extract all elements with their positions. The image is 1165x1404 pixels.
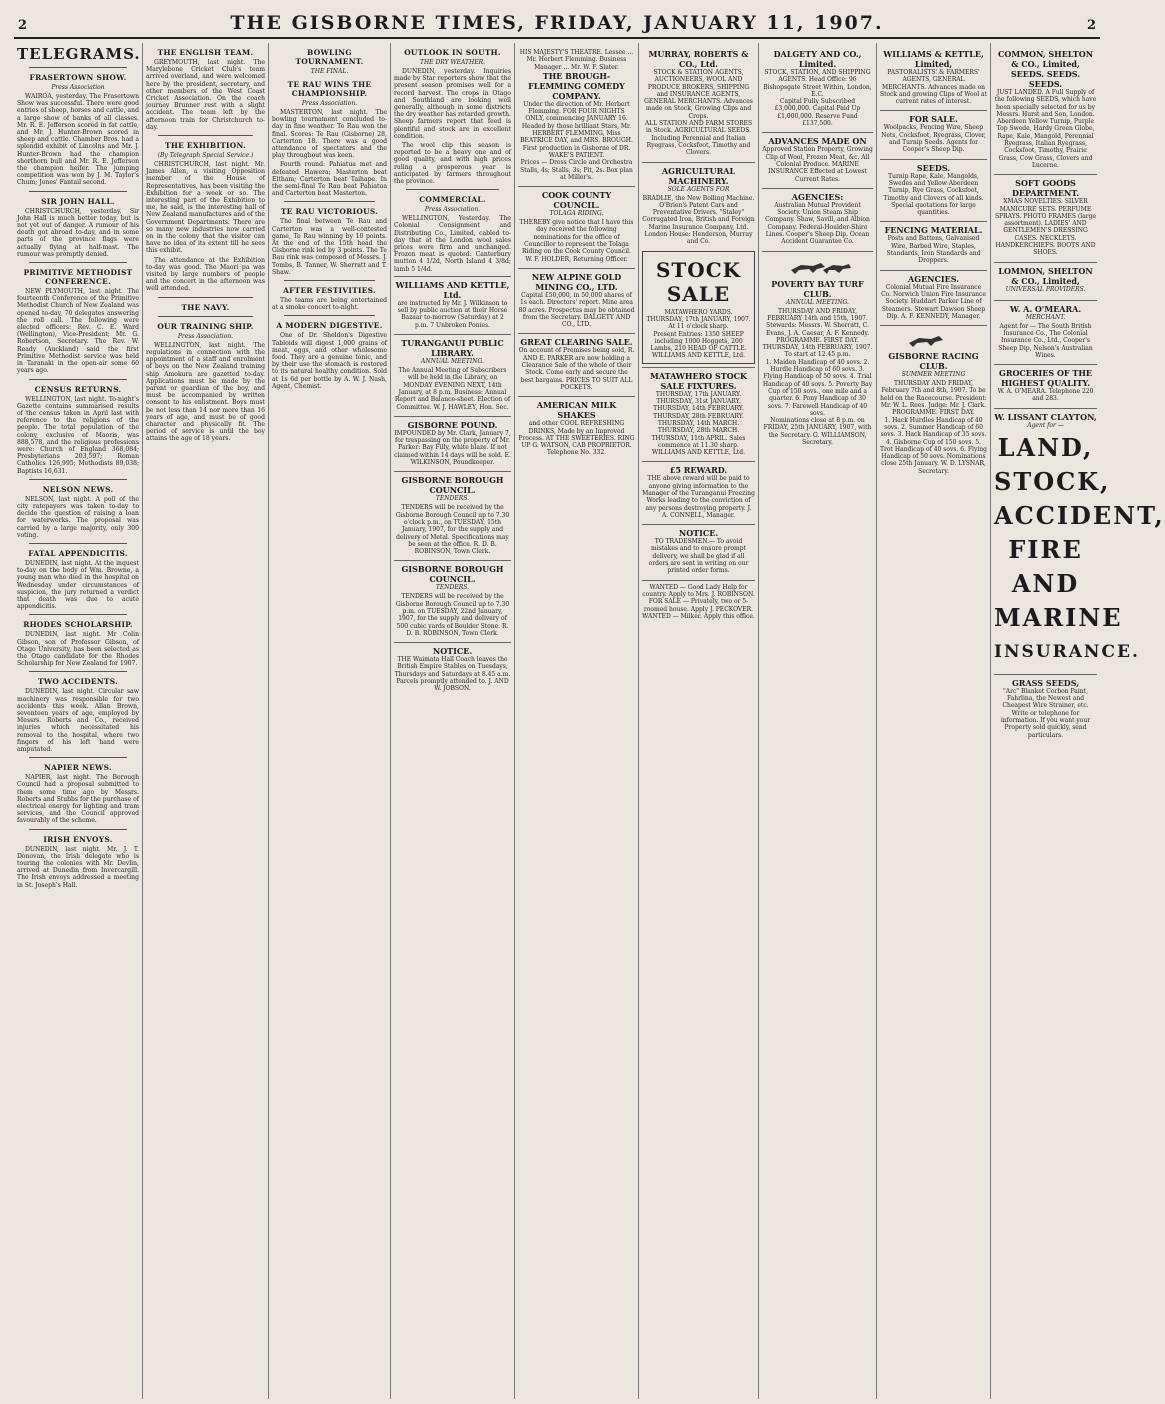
- ad-body: Prices — Dress Circle and Orchestra Stalls, 4s; Stalls, 3s; Pit, 2s. Box plan at Miller's.: [520, 159, 633, 181]
- ad-heading: GREAT CLEARING SALE.: [520, 337, 633, 348]
- advertisement: [880, 46, 987, 107]
- article-body: CHRISTCHURCH, last night. Mr. James Allen, a visiting Opposition member of the House of Representatives, has been visiting the Exhibition for a week or so. The interesting part of the Exhibition to me, he said, is the interesting hall of New Zealand manufactures and of the Government Departments. There are so many new industries now carried on in the colony that the visitor can have no idea of its extent till he sees this exhibit.: [146, 161, 265, 255]
- advertisement: [518, 396, 635, 458]
- ad-body: Turnip Rape, Kale, Mangolds, Swedes and Yellow Aberdeen Turnip, Rye Grass, Cocksfoot, Timothy and Clovers of all kinds. Special quotations for large quantities.: [883, 172, 984, 217]
- ad-subheading: ANNUAL MEETING.: [421, 358, 484, 366]
- ad-heading: DALGETY AND CO., Limited.: [773, 49, 862, 69]
- ad-heading: GROCERIES OF THE HIGHEST QUALITY.: [998, 368, 1092, 389]
- article-headline: TE RAU WINS THE CHAMPIONSHIP.: [287, 80, 372, 98]
- ad-body: Capital Fully Subscribed £3,000,000. Capital Paid Up £1,000,000. Reserve Fund £137,500.: [774, 98, 861, 128]
- ad-heading: POVERTY BAY TURF CLUB.: [771, 278, 864, 299]
- article-source: Press Association.: [177, 332, 234, 340]
- advertisement: [642, 46, 755, 159]
- advertisement: [762, 188, 873, 248]
- advertisement: [394, 471, 511, 557]
- article-body: WELLINGTON, last night. The regulations in connection with the appointment of a staff and enrolment of boys on the New Zealand training ship Amokura are gazetted to-day. Applications must be made by the parent or guardian of the boy, and must be accompanied by written consent to his enlistment. Boys must be not less than 14 nor more than 16 years of age, and must be of good character and physically fit. The period of service is until the boy attains the age of 18 years.: [146, 341, 265, 443]
- article-source: Press Association.: [301, 100, 358, 107]
- article-body: The attendance at the Exhibition to-day was good. The Maori pa was visited by large numbers of people and the concert in the afternoon was well attended.: [146, 256, 265, 293]
- ad-heading: AGENCIES:: [791, 191, 844, 202]
- advertisement: [394, 276, 511, 331]
- article-body: NAPIER, last night. The Borough Council had a proposal submitted to them some time ago by Messrs. Roberts and Stubbs for the purchase of electrical energy for lighting and tram services, and the Council approved favourably of the scheme.: [17, 774, 139, 825]
- ad-body: Aberdeen Yellow Turnip, Purple Top Swede, Hardy Green Globe, Rape, Kale, Mangold, Perennial Ryegrass, Italian Ryegrass, Cocksfoot, Timothy, Prairie Grass, Cow Grass, Clovers and Lucerne.: [996, 118, 1095, 169]
- ad-body: 1. Maiden Handicap of 40 sovs. 2. Hurdle Handicap of 60 sovs. 3. Flying Handicap of 50 sovs. 4. Trial Handicap of 40 sovs. 5. Poverty Bay Cup of 150 sovs., one mile and a quarter. 6. Pony Handicap of 30 sovs. 7. Farewell Handicap of 40 sovs.: [762, 358, 873, 417]
- ad-heading: W. LISSANT CLAYTON,: [994, 411, 1097, 422]
- ad-body: THURSDAY AND FRIDAY, February 7th and 8th, 1907. To be held on the Racecourse. President: Mr. W. L. Rees. Judge: Mr. J. Clark. PROGRAMME. FIRST DAY.: [880, 380, 987, 417]
- ad-body: The Annual Meeting of Subscribers will be held in the Library, on MONDAY EVENING NEXT, 14th January, at 8 p.m. Business: Annual Report and Balance-sheet. Election of Committee. W. J. HAWLEY, Hon. Sec.: [394, 367, 511, 411]
- ad-subheading: TENDERS.: [435, 584, 470, 592]
- ad-body: "Arc" Blanket Corbon Paint, Fahrlina, the Newest and Cheapest Wire Strainer, etc. Write or telephone for information. If you want your Property sold quickly, send particulars.: [1000, 687, 1091, 739]
- article-source: Press Association.: [424, 206, 481, 214]
- article-subhead: THE DRY WEATHER.: [419, 59, 486, 66]
- ad-body: Woolpacks, Fencing Wire, Sheep Nets, Cocksfoot, Ryegrass, Clover, and Turnip Seeds. Agents for Cooper's Sheep Dip.: [881, 124, 986, 154]
- article-headline: CENSUS RETURNS.: [34, 384, 122, 394]
- ad-subheading: ANNUAL MEETING.: [786, 298, 849, 306]
- advertisement: [394, 560, 511, 639]
- advertisement: [880, 221, 987, 266]
- article-body: DUNEDIN, yesterday. Inquiries made by Star reporters show that the present season promises well for a record harvest. The crops in Otago and Southland are looking well generally, although in some districts the dry weather has retarded growth. Sheep farmers report that feed is plentiful and stock are in excellent condition.: [394, 68, 511, 140]
- ad-heading: AGENCIES.: [908, 273, 959, 284]
- article-headline: BOWLING TOURNAMENT.: [295, 48, 364, 66]
- ad-heading: MATAWHERO STOCK SALE FIXTURES.: [649, 370, 747, 391]
- advertisement: [994, 674, 1097, 741]
- article-headline: OUR TRAINING SHIP.: [157, 321, 254, 331]
- ad-subheading: SUMMER MEETING: [901, 371, 966, 379]
- advertisement: [762, 132, 873, 184]
- ad-heading: NOTICE.: [432, 646, 473, 657]
- ad-body: Australian Mutual Provident Society. Union Steam Ship Company. Shaw, Savill, and Albion Company. Federal-Houlder-Shire Lines. Cooper's Sheep Dip. Ocean Accident Guarantee Co.: [765, 201, 870, 246]
- horse-race-icon: [783, 258, 853, 276]
- article-headline: A MODERN DIGESTIVE.: [276, 321, 383, 331]
- column-ads-7: [758, 43, 876, 1399]
- ad-body: TENDERS will be received by the Gisborne Borough Council up to 7.30 p.m. on TUESDAY, 22nd January, 1907, for the supply and delivery of 500 cubic yards of Boulder Stone. R. D. B. ROBINSON, Town Clerk.: [395, 593, 510, 637]
- ad-body: Approved Station Property, Growing Clip of Wool, Frozen Meat, &c. All Colonial Produce. MARINE INSURANCE Effected at Lowest Current Rates.: [762, 146, 873, 183]
- ad-heading: AMERICAN MILK SHAKES: [536, 400, 617, 421]
- ad-body: THE above reward will be paid to anyone giving information to the Manager of the Turanganui Freezing Works leading to the conviction of any persons destroying property. J. A. CONNELL, Manager.: [642, 475, 755, 519]
- insurance-line: MARINE: [994, 602, 1123, 632]
- ad-heading: COOK COUNTY COUNCIL.: [541, 190, 612, 211]
- insurance-line: INSURANCE.: [994, 641, 1140, 662]
- article-body: DUNEDIN, last night. At the inquest to-day on the body of Wm. Browne, a young man who died in the hospital on Wednesday under circumstances of suspicion, the jury returned a verdict that death was due to acute appendicitis.: [17, 559, 139, 611]
- column-news-3: [268, 43, 390, 1399]
- article-body: Fourth round: Pahiatua met and defeated Hawera; Masterton beat Eltham; Carterton beat Taihape. In the semi-final Te Rau beat Pahiatua and Carterton beat Masterton.: [272, 161, 387, 198]
- column-ads-6: [638, 43, 758, 1399]
- ad-heading: FOR SALE.: [909, 114, 958, 125]
- ad-heading: SEEDS.: [916, 162, 951, 173]
- advertisement: [994, 262, 1097, 297]
- ad-heading: LOMMON, SHELTON & CO., Limited,: [998, 265, 1093, 286]
- insurance-line: LAND,: [997, 432, 1094, 462]
- article-headline: OUTLOOK IN SOUTH.: [404, 48, 501, 57]
- ad-subheading: SOLE AGENTS FOR: [667, 185, 730, 193]
- article-headline: NELSON NEWS.: [42, 484, 114, 494]
- ad-body: HIS MAJESTY'S THEATRE. Lessee ... Mr. Herbert Flemming. Business Manager ... Mr. W. F. Slater.: [519, 49, 634, 71]
- article-body: WELLINGTON, last night. To-night's Gazette contains summarised results of the census taken in April last with reference to the religions of the people. The total population of the colony, exclusive of Maoris, was 888,578, and the religious professions were: Church of England 368,084; Presbyterians 203,597; Roman Catholics 126,995; Methodists 89,038; Baptists 16,631.: [17, 395, 139, 475]
- advertisement: [994, 46, 1097, 171]
- advertisement: [994, 300, 1097, 361]
- article-headline: RHODES SCHOLARSHIP.: [23, 620, 133, 630]
- ad-heading: GISBORNE BOROUGH COUNCIL.: [401, 475, 504, 496]
- ad-body: Present Entries: 1350 SHEEP including 1000 Hoggets, 200 Lambs, 210 HEAD OF CATTLE. WILLIAMS AND KETTLE, Ltd.: [650, 330, 747, 360]
- ad-heading: WILLIAMS AND KETTLE, Ltd.: [395, 279, 510, 300]
- ad-body: THEREBY give notice that I have this day received the following nominations for the office of Councillor to represent the Tolaga Riding on the Cook County Council. W. F. HOLDER, Returning Officer.: [519, 219, 634, 263]
- article-body: DUNEDIN, last night. Mr Colin Gibson, son of Professor Gibson, of Otago University, has been selected as the Otago candidate for the Rhodes Scholarship for New Zealand for 1907.: [17, 631, 139, 668]
- columns: [14, 43, 1165, 1403]
- article-headline: FATAL APPENDICITIS.: [28, 548, 128, 558]
- article-body: DUNEDIN, last night. Circular saw machinery was responsible for two accidents this week. Allan Brown, seventeen years of age, employed by Messrs. Roberts and Co., received injuries which necessitated his removal to the hospital, where two fingers of his left hand were amputated.: [17, 688, 139, 754]
- ad-body: Under the direction of Mr. Herbert Flemming. FOR FOUR NIGHTS ONLY, commencing JANUARY 16. Headed by those brilliant Stars, Mr. HERBERT FLEMMING, Miss BEATRICE DAY, and MRS. BROUGH. First production in Gisborne of DR. WAKE'S PATIENT.: [520, 100, 633, 159]
- advertisement: [394, 334, 511, 413]
- advertisement: [518, 268, 635, 330]
- ad-body: ALL STATION AND FARM STORES in Stock. AGRICULTURAL SEEDS. Including Perennial and Italian Ryegrass, Cocksfoot, Timothy and Clovers.: [644, 120, 753, 157]
- article-body: DUNEDIN, last night. Mr. J. T. Donovan, the Irish delegate who is touring the colonies with Mr. Devlin, arrived at Dunedin from Invercargill. The Irish envoys addressed a meeting in St. Joseph's Hall.: [17, 845, 139, 889]
- advertisement: [642, 367, 755, 459]
- advertisement-insurance: [994, 408, 1165, 671]
- article-source: (By Telegraph Special Service.): [157, 152, 254, 160]
- ad-body: TO TRADESMEN.— To avoid mistakes and to ensure prompt delivery, we shall be glad if all orders are sent in writing on our printed order forms.: [648, 538, 749, 575]
- ad-heading: ADVANCES MADE ON: [768, 136, 867, 147]
- ad-subheading: UNIVERSAL PROVIDERS.: [1005, 285, 1086, 293]
- article-headline: PRIMITIVE METHODIST CONFERENCE.: [23, 268, 133, 287]
- ad-heading-large: STOCK SALE: [655, 257, 742, 306]
- ad-body: Capital £50,000, in 50,000 shares of 1s each. Directors' report. Mine area 80 acres. Prospectus may be obtained from the Secretary. DALGETY AND CO., LTD.: [518, 291, 635, 329]
- ad-subheading: MATAWHERO YARDS. THURSDAY, 17th JANUARY, 1907. At 11 o'clock sharp.: [646, 308, 751, 331]
- advertisement: [762, 46, 873, 129]
- article-headline: THE ENGLISH TEAM.: [157, 48, 254, 57]
- article-headline: NAPIER NEWS.: [44, 763, 112, 773]
- article-body: The final between Te Rau and Carterton was a well-contested game, Te Rau winning by 10 points. At the end of the 15th head the Gisborne rink led by 3 points. The Te Rau rink was composed of Messrs. J. Tombs, B. Tanner, W. Sherratt and T. Shaw.: [272, 218, 387, 276]
- ad-heading: THE BROUGH-FLEMMING COMEDY COMPANY.: [528, 70, 625, 101]
- advertisement: [518, 186, 635, 265]
- ad-heading: GRASS SEEDS,: [1011, 677, 1080, 688]
- ad-heading: COMMON, SHELTON & CO., Limited,: [997, 49, 1094, 69]
- ad-heading: SEEDS. SEEDS. SEEDS.: [1010, 69, 1081, 89]
- article-body: NEW PLYMOUTH, last night. The fourteenth Conference of the Primitive Methodist Church of New Zealand was opened to-day, 70 delegates answering the roll call. The following were elected officers: Rev. C. E. Ward (Wellington), Vice-President; Mr. G. Robertson, Secretary. The Rev. W. Ready (Auckland) said the first Primitive Methodist service was held in Taranaki in the open-air some 60 years ago.: [17, 288, 139, 375]
- ad-heading: FENCING MATERIAL.: [884, 225, 983, 236]
- ad-body: TENDERS will be received by the Gisborne Borough Council up to 7.30 o'clock p.m., on TUESDAY, 15th January, 1907, for the supply and delivery of Metal. Specifications may be seen at the office. R. D. B. ROBINSON, Town Clerk.: [395, 504, 510, 556]
- insurance-line: ACCIDENT,: [994, 500, 1165, 530]
- article-headline: AFTER FESTIVITIES.: [283, 286, 376, 296]
- article-body: NELSON, last night. A poll of the city ratepayers was taken to-day to decide the question of raising a loan for waterworks. The proposal was carried by a large majority, only 300 voting.: [17, 495, 139, 539]
- column-ads-5: [514, 43, 638, 1399]
- article-headline: TE RAU VICTORIOUS.: [280, 207, 379, 217]
- advertisement: [642, 461, 755, 521]
- advertisement-theatre: [518, 46, 635, 183]
- ad-body: STOCK & STATION AGENTS, AUCTIONEERS, WOOL AND PRODUCE BROKERS, SHIPPING and INSURANCE AGENTS, GENERAL MERCHANTS. Advances made on Stock, Growing Clips and Crops.: [644, 69, 753, 120]
- masthead-title: THE GISBORNE TIMES, FRIDAY, JANUARY 11, 1907.: [230, 12, 884, 34]
- horse-race-icon: [899, 332, 969, 348]
- article-headline: TWO ACCIDENTS.: [38, 677, 118, 687]
- ad-subheading: TOLAGA RIDING.: [549, 210, 604, 218]
- ad-heading: MURRAY, ROBERTS & CO., Ltd.: [648, 49, 749, 69]
- ad-body: WANTED — Good Lady Help for country. Apply to Mrs. J. ROBINSON. FOR SALE — Privately, two or 5-roomed house. Apply J. PECKOVER. WANTED — Milker. Apply this office.: [642, 583, 755, 620]
- article-headline: COMMERCIAL.: [419, 195, 486, 205]
- column-news-4: [390, 43, 514, 1399]
- column-ads-9: [990, 43, 1165, 1399]
- column-news-2: [142, 43, 268, 1399]
- ad-body: Posts and Battens, Galvanised Wire, Barbed Wire, Staples, Standards, Iron Standards and Droppers.: [886, 235, 981, 265]
- ad-body: STOCK, STATION, AND SHIPPING AGENTS. Head Office: 96 Bishopsgate Street Within, London, E.C.: [763, 69, 872, 98]
- advertisement: [518, 333, 635, 393]
- advertisement: [994, 174, 1097, 258]
- ad-body: THURSDAY, 17th JANUARY. THURSDAY, 31st JANUARY. THURSDAY, 14th FEBRUARY. THURSDAY, 28th FEBRUARY. THURSDAY, 14th MARCH. THURSDAY, 28th MARCH. THURSDAY, 11th APRIL. Sales commence at 11.30 sharp. WILLIAMS AND KETTLE, Ltd.: [651, 390, 746, 457]
- advertisement: [642, 580, 755, 622]
- ad-heading: NOTICE.: [678, 528, 719, 539]
- ad-heading: GISBORNE POUND.: [407, 419, 498, 430]
- ad-heading: TURANGANUI PUBLIC LIBRARY.: [401, 338, 504, 359]
- article-body: WELLINGTON, Yesterday. The Colonial Consignment and Distributing Co., Limited, cabled to-day that at the London wool sales prices were firm and unchanged. Frozen meat is quoted: Canterbury mutton 4 1/2d, North Island 4 3/8d; lamb 5 1/4d.: [394, 215, 511, 273]
- ad-body: 1. Hack Hurdles Handicap of 40 sovs. 2. Summer Handicap of 60 sovs. 3. Hack Handicap of 35 sovs. 4. Gisborne Cup of 150 sovs. 5. Trot Handicap of 40 sovs. 6. Flying Handicap of 50 sovs. Nominations close 25th January. W. D. LYSNAR, Secretary.: [880, 416, 987, 475]
- advertisement: [880, 110, 987, 155]
- article-subhead: THE FINAL.: [310, 68, 349, 75]
- ad-body: Agent for — The South British Insurance Co., The Colonial Insurance Co., Ltd., Cooper's Sheep Dip, Nelson's Australian Wines.: [998, 322, 1093, 359]
- ad-body: and other COOL REFRESHING DRINKS, Made by an Improved Process. AT THE SWEETERIES. RING UP G. WATSON, CAB PROPRIETOR. Telephone No. 332.: [518, 420, 635, 457]
- article-body: The wool clip this season is reported to be a heavy one and of good quality, and with high prices ruling a prosperous year is anticipated by farmers throughout the province.: [394, 142, 511, 186]
- advertisement: [394, 642, 511, 694]
- column-ads-8: [876, 43, 990, 1399]
- advertisement: [880, 270, 987, 322]
- ad-body: IMPOUNDED by Mr. Clark, January 7, for trespassing on the property of Mr. Parker: Bay Filly, white blaze. If not claimed within 14 days will be sold. E. WILKINSON, Poundkeeper.: [394, 429, 511, 467]
- page-number-right: 2: [1086, 18, 1096, 33]
- advertisement: [880, 159, 987, 219]
- advertisement: [994, 364, 1097, 405]
- advertisement-stock-sale: [642, 251, 755, 364]
- ad-subheading: Agent for —: [1027, 421, 1064, 429]
- article-body: The teams are being entertained at a smoke concert to-night.: [272, 297, 387, 312]
- ad-body: JUST LANDED. A Full Supply of the following SEEDS, which have been specially selected for us by Messrs. Hurst and Son, London.: [994, 89, 1097, 118]
- ad-heading: WILLIAMS & KETTLE, Limited,: [883, 49, 984, 69]
- ad-heading: £5 REWARD.: [669, 465, 728, 476]
- article-headline: THE EXHIBITION.: [165, 141, 246, 151]
- ad-heading: SOFT GOODS DEPARTMENT.: [1011, 178, 1080, 199]
- masthead: [14, 12, 1100, 39]
- ad-body: BRADLIE, the New Bolling Machine. O'Brien's Patent Cars and Preventative Drivers. "Staley" Corrugated Iron, British and Foreign Marine Insurance Company, Ltd. London House: Henderson, Murray and Co.: [642, 194, 755, 246]
- ad-body: XMAS NOVELTIES. SILVER MANICURE SETS. PERFUME SPRAYS. PHOTO FRAMES (large assortment). LADIES' AND GENTLEMEN'S DRESSING CASES. NECKLETS. HANDKERCHIEFS. BOOTS AND SHOES.: [994, 198, 1097, 257]
- article-body: CHRISTCHURCH, yesterday. Sir John Hall is much better today, but is not yet out of danger. A rumour of his death got abroad to-day, and in some parts of the province flags were actually flying at half-mast. The rumour was promptly denied.: [17, 207, 139, 258]
- ad-subheading: TENDERS.: [435, 495, 470, 503]
- ad-body: Nominations close at 8 p.m. on FRIDAY, 25th JANUARY, 1907, with the Secretary. G. WILLIAMSON, Secretary.: [763, 417, 872, 446]
- article-headline: THE NAVY.: [181, 302, 230, 312]
- insurance-line: STOCK,: [994, 466, 1111, 496]
- ad-body: THE Waimata Hall Coach leaves the British Empire Stables on Tuesdays, Thursdays and Saturdays at 8.45 a.m. Parcels promptly attended to. J. AND W. JOBSON.: [394, 656, 511, 693]
- advertisement: [642, 162, 755, 248]
- article-body: WAIROA, yesterday. The Frasertown Show was successful. There were good entries of sheep, horses and cattle, and a large show of banks of all classes. Mr. R. E. Jefferson scored in fat cattle, and Mr. J. Hunter-Brown scored in sheep and cattle. Chamber Bros. had a splendid exhibit of Lincolns and Mr. J. Hunter-Brown had the champion shorthorn bull and Mr. R. E. Jefferson the champion heifer. The jumping competition was won by J. M. Taylor's Chum; Jones' Fantail second.: [17, 93, 139, 187]
- ad-heading: AGRICULTURAL MACHINERY.: [661, 165, 736, 186]
- ad-heading: GISBORNE BOROUGH COUNCIL.: [401, 564, 504, 585]
- ad-body: are instructed by Mr. J. Wilkinson to sell by public auction at their Horse Bazaar to-morrow (Saturday) at 2 p.m. 7 Unbroken Ponies.: [397, 299, 508, 329]
- ad-body: THURSDAY AND FRIDAY, FEBRUARY 14th and 15th, 1907. Stewards: Messrs. W. Sherratt, C. Evans, J. A. Caesar, A. F. Kennedy. PROGRAMME. FIRST DAY. THURSDAY, 14th FEBRUARY, 1907. To start at 12.45 p.m.: [762, 307, 873, 359]
- ad-heading: GISBORNE RACING CLUB.: [888, 351, 979, 372]
- article-headline: IRISH ENVOYS.: [43, 834, 113, 844]
- section-title-telegrams: TELEGRAMS.: [17, 45, 141, 63]
- column-telegrams: [14, 43, 142, 1399]
- advertisement: [394, 416, 511, 468]
- ad-heading: NEW ALPINE GOLD MINING CO., LTD.: [531, 271, 622, 292]
- ad-body: Colonial Mutual Fire Insurance Co. Norwich Union Fire Insurance Society. Huddart Parker Line of Steamers. Stewart Dawson Sheep Dip. A. F. KENNEDY, Manager.: [881, 283, 986, 320]
- page-number: 2: [18, 18, 28, 33]
- ad-body: W. A. O'MEARA. Telephone 220 and 283.: [997, 388, 1094, 403]
- advertisement-turf-club: [762, 251, 873, 449]
- ad-heading: W. A. O'MEARA.: [1009, 303, 1082, 314]
- article-source: Press Association: [51, 84, 105, 91]
- article-headline: FRASERTOWN SHOW.: [29, 73, 127, 82]
- insurance-line: FIRE AND: [1008, 534, 1083, 598]
- ad-body: On account of Premises being sold, R. AND E. PARKER are now holding a Clearance Sale of the whole of their Stock. Come early and secure the best bargains. PRICES TO SUIT ALL POCKETS.: [518, 347, 635, 391]
- ad-body: PASTORALISTS' & FARMERS' AGENTS, GENERAL MERCHANTS. Advances made on Stock and growing Clips of Wool at current rates of interest.: [880, 69, 988, 106]
- article-body: MASTERTON, last night. The bowling tournament concluded to-day in fine weather. Te Rau won the final. Scores: Te Rau (Gisborne) 28, Carterton 18. There was a good attendance of spectators and the play throughout was keen.: [272, 109, 387, 160]
- advertisement-racing-club: [880, 325, 987, 477]
- article-body: One of Dr. Sheldon's Digestive Tabloids will digest 1,000 grains of meat, eggs, and other wholesome food. They are a genuine tonic, and by their use the stomach is restored to its natural healthy condition. Sold at 1s 6d per bottle by A. W. J. Nash, Agent, Chemist.: [272, 332, 387, 390]
- article-headline: SIR JOHN HALL.: [41, 196, 115, 206]
- ad-subheading: MERCHANT.: [1025, 313, 1066, 321]
- article-body: GREYMOUTH, last night. The Marylebone Cricket Club's team arrived overland, and were welcomed here by the president, secretary, and other members of the West Coast Cricket Association. On the coach journey Brunner rest with a slight accident. The team left by the afternoon train for Christchurch to-day.: [146, 59, 265, 131]
- advertisement: [642, 524, 755, 576]
